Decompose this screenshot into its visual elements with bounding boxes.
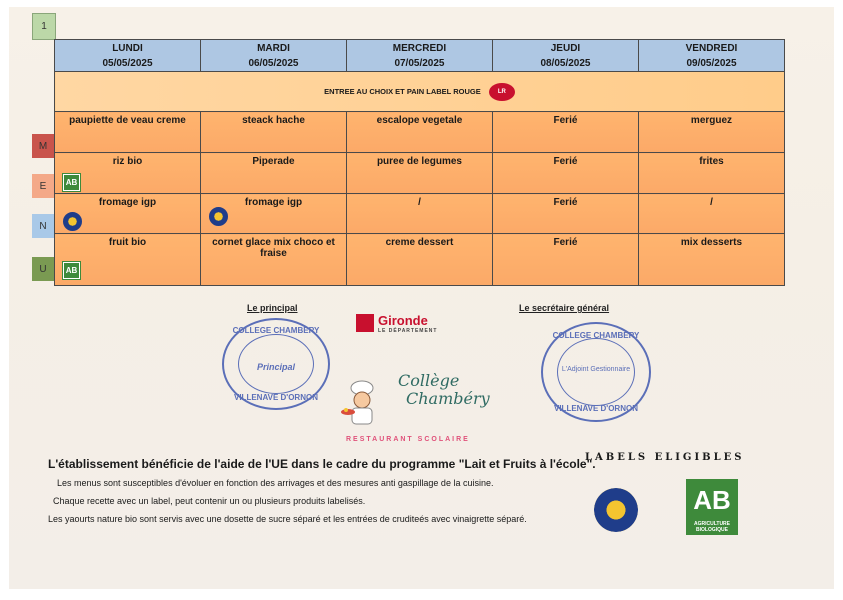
restaurant-tagline: RESTAURANT SCOLAIRE [346, 436, 470, 443]
menu-cell [200, 112, 346, 153]
menu-row-side [55, 153, 785, 194]
dish-name: fromage igp [98, 197, 157, 208]
day-date: 05/05/2025 [102, 57, 153, 69]
note-line-3: Les yaourts nature bio sont servis avec une dosette de sucre séparé et les entrées de cruditeés avec vinaigrette séparé. [48, 514, 527, 524]
chef-mascot-icon [340, 380, 382, 428]
dish-name: / [418, 197, 421, 208]
dish-name: Piperade [252, 156, 295, 167]
menu-cell [346, 153, 492, 194]
labels-title: LABELS ELIGIBLES [585, 452, 745, 463]
eu-program-note: L'établissement bénéficie de l'aide de l'UE dans le cadre du programme "Lait et Fruits à l'école". [48, 457, 596, 471]
menu-cell [492, 234, 638, 286]
secretary-stamp [541, 322, 651, 422]
day-name: LUNDI [112, 42, 143, 54]
ab-letters: AB [693, 484, 731, 515]
menu-cell [346, 112, 492, 153]
side-letter-m: M [32, 134, 54, 158]
dish-name: Ferié [553, 237, 578, 248]
dish-name: merguez [690, 115, 733, 126]
menu-cell [55, 112, 201, 153]
label-rouge-icon: LR [489, 83, 515, 101]
day-name: JEUDI [550, 42, 581, 54]
bio-label-icon: AB [63, 174, 80, 191]
dish-name: Ferié [553, 156, 578, 167]
stamp-signature: Principal [256, 362, 295, 372]
menu-cell [346, 194, 492, 234]
college-logo-line2: Chambéry [406, 389, 490, 408]
menu-cell [638, 153, 784, 194]
dish-name: / [710, 197, 713, 208]
menu-cell [492, 194, 638, 234]
menu-cell [638, 112, 784, 153]
dish-name: riz bio [112, 156, 143, 167]
menu-row-cheese [55, 194, 785, 234]
day-date: 06/05/2025 [248, 57, 299, 69]
igp-label-icon [209, 207, 228, 226]
weekly-menu-table [54, 39, 785, 286]
college-logo [398, 372, 490, 408]
stamp-bottom-text: VILLENAVE D'ORNON [554, 404, 638, 413]
dish-name: creme dessert [385, 237, 454, 248]
side-letter-u: U [32, 257, 54, 281]
dish-name: fruit bio [108, 237, 147, 248]
entree-text: ENTREE AU CHOIX ET PAIN LABEL ROUGE [324, 86, 481, 96]
principal-title: Le principal [247, 303, 298, 313]
dish-name: Ferié [553, 197, 578, 208]
stamp-bottom-text: VILLENAVE D'ORNON [234, 393, 318, 402]
menu-cell [200, 153, 346, 194]
menu-cell [346, 234, 492, 286]
bio-label-icon: AB [63, 262, 80, 279]
stamp-top-text: COLLEGE CHAMBERY [552, 331, 640, 340]
principal-stamp [222, 318, 330, 410]
menu-cell [200, 234, 346, 286]
dish-name: fromage igp [244, 197, 303, 208]
dish-name: mix desserts [680, 237, 743, 248]
ab-caption: AGRICULTURE BIOLOGIQUE [686, 520, 738, 535]
day-name: MARDI [257, 42, 290, 54]
gironde-logo-mark [356, 314, 374, 332]
day-header-friday [638, 40, 784, 72]
menu-row-dessert [55, 234, 785, 286]
menu-cell [638, 194, 784, 234]
note-line-1: Les menus sont susceptibles d'évoluer en fonction des arrivages et des mesures anti gaspillage de la cuisine. [57, 478, 494, 488]
dish-name: frites [699, 156, 724, 167]
secretary-title: Le secrétaire général [519, 303, 610, 313]
day-date: 09/05/2025 [686, 57, 737, 69]
stamp-top-text: COLLEGE CHAMBERY [232, 326, 320, 335]
day-date: 07/05/2025 [394, 57, 445, 69]
dish-name: puree de legumes [376, 156, 462, 167]
menu-cell [492, 153, 638, 194]
dish-name: paupiette de veau creme [69, 115, 186, 126]
day-name: MERCREDI [392, 42, 447, 54]
dish-name: cornet glace mix choco et fraise [212, 237, 335, 259]
day-header-tuesday [200, 40, 346, 72]
gironde-sub: LE DÉPARTEMENT [378, 328, 438, 334]
entree-row [55, 72, 785, 112]
menu-cell [638, 234, 784, 286]
day-date: 08/05/2025 [540, 57, 591, 69]
day-name: VENDREDI [685, 42, 738, 54]
gironde-logo [378, 313, 437, 334]
day-header-wednesday [346, 40, 492, 72]
day-header-monday [55, 40, 201, 72]
igp-label-logo-icon [594, 488, 638, 532]
dish-name: escalope vegetale [376, 115, 463, 126]
side-letter-e: E [32, 174, 54, 198]
day-header-row [55, 40, 785, 72]
college-logo-line1: Collège [398, 371, 460, 390]
entree-cell [55, 72, 785, 112]
note-line-2: Chaque recette avec un label, peut contenir un ou plusieurs produits labelisés. [53, 496, 366, 506]
menu-cell [492, 112, 638, 153]
gironde-name: Gironde [378, 313, 428, 328]
dish-name: steack hache [242, 115, 305, 126]
igp-label-icon [63, 212, 82, 231]
menu-row-main [55, 112, 785, 153]
corner-tab: 1 [32, 13, 56, 40]
stamp-signature: L'Adjoint Gestionnaire [561, 366, 631, 373]
dish-name: Ferié [553, 115, 578, 126]
side-letter-n: N [32, 214, 54, 238]
day-header-thursday [492, 40, 638, 72]
